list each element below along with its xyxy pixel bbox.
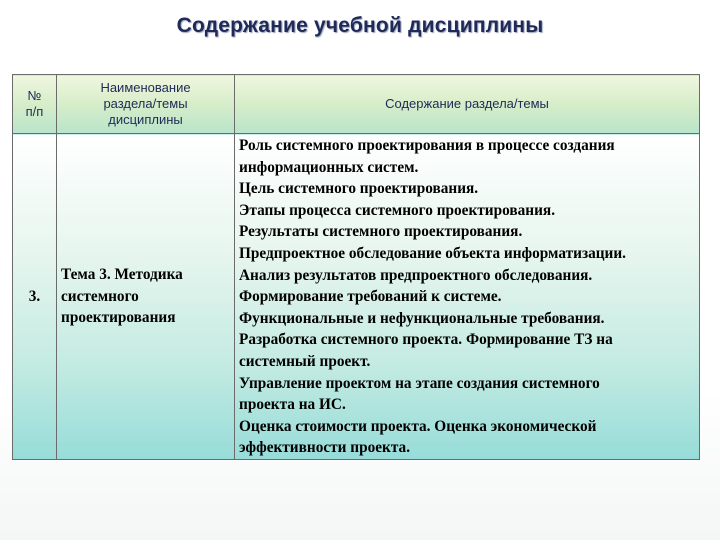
header-section-name (57, 75, 235, 134)
content-line: Роль системного проектирования в процессе создания (239, 137, 615, 154)
content-line: Формирование требований к системе. (239, 288, 502, 306)
content-line: Управление проектом на этапе создания системного (239, 374, 600, 392)
content-line: Предпроектное обследование объекта информатизации. (239, 244, 627, 262)
header-section-name-line-1: Наименование (100, 80, 191, 95)
content-line: эффективности проекта. (239, 439, 411, 457)
section-name-line: системного (61, 287, 139, 305)
content-line: системный проект. (239, 352, 371, 370)
row-section-content (235, 134, 700, 460)
header-section-name-line-3: дисциплины (108, 112, 183, 127)
header-section-content: Содержание раздела/темы (235, 75, 700, 134)
slide-title: Содержание учебной дисциплины (176, 14, 544, 37)
content-line: проекта на ИС. (239, 396, 346, 414)
content-line: Разработка системного проекта. Формирование ТЗ на (239, 331, 613, 349)
section-name-line: проектирования (61, 309, 176, 327)
row-number: 3. (13, 134, 57, 460)
content-line: информационных систем. (239, 158, 419, 176)
header-section-name-line-2: раздела/темы (103, 96, 188, 111)
content-line: Функциональные и нефункциональные требования. (239, 309, 605, 327)
section-name-line: Тема 3. Методика (61, 266, 183, 284)
content-line: Оценка стоимости проекта. Оценка экономической (239, 417, 597, 435)
header-number-line-1: № (27, 88, 42, 103)
content-line: Этапы процесса системного проектирования. (239, 201, 556, 219)
content-line: Анализ результатов предпроектного обследования. (239, 266, 593, 284)
table-header-row (13, 75, 700, 134)
row-section-name (57, 134, 235, 460)
syllabus-table (12, 74, 700, 460)
content-line: Цель системного проектирования. (239, 180, 479, 198)
table-row (13, 134, 700, 460)
header-number-line-2: п/п (25, 104, 44, 119)
content-line: Результаты системного проектирования. (239, 223, 523, 241)
header-number (13, 75, 57, 134)
